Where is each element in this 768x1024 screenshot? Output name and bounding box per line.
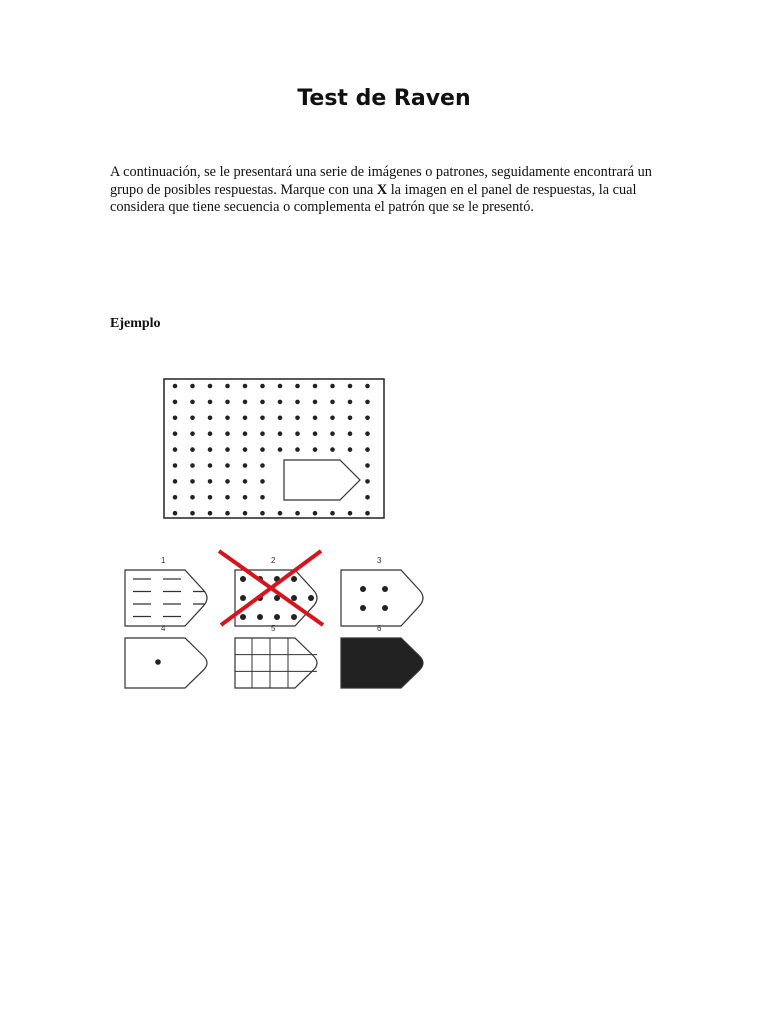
matrix-dot [190,479,195,484]
answer-option-4[interactable] [125,624,207,688]
matrix-dot [243,511,248,516]
matrix-dot [243,479,248,484]
matrix-dot [173,479,178,484]
matrix-dot [348,447,353,452]
matrix-dot [365,511,370,516]
option-number: 6 [377,624,382,633]
matrix-dot [260,511,265,516]
pattern-matrix [164,379,384,518]
matrix-dot [295,400,300,405]
matrix-dot [190,384,195,389]
matrix-dot [313,431,318,436]
matrix-dot [260,447,265,452]
matrix-dot [225,479,230,484]
matrix-dot [260,416,265,421]
matrix-dot [278,431,283,436]
matrix-dot [365,463,370,468]
matrix-dot [295,431,300,436]
matrix-dot [365,495,370,500]
matrix-dot [313,400,318,405]
matrix-dot [243,495,248,500]
matrix-dot [243,431,248,436]
example-heading: Ejemplo [110,316,161,331]
matrix-dot [278,511,283,516]
option-number: 1 [161,556,166,565]
matrix-dot [313,511,318,516]
matrix-dot [330,384,335,389]
matrix-dot [225,511,230,516]
matrix-dot [260,479,265,484]
matrix-dot [330,431,335,436]
matrix-dot [365,431,370,436]
matrix-dot [190,431,195,436]
option-shape [125,638,207,688]
matrix-dot [348,400,353,405]
matrix-dot [278,400,283,405]
matrix-dot [225,431,230,436]
matrix-dot [365,400,370,405]
matrix-dot [190,511,195,516]
matrix-dot [295,416,300,421]
matrix-dot [173,384,178,389]
matrix-dot [278,447,283,452]
matrix-dot [243,384,248,389]
matrix-dot [173,495,178,500]
matrix-dot [225,447,230,452]
matrix-dot [243,447,248,452]
answer-option-1[interactable] [125,556,207,626]
matrix-dot [260,431,265,436]
answer-option-3[interactable] [341,556,423,626]
matrix-dot [260,400,265,405]
instructions-bold-x: X [376,181,388,198]
matrix-dot [348,511,353,516]
matrix-dot [330,447,335,452]
option-shape [341,638,423,688]
matrix-dot [190,463,195,468]
matrix-dot [260,463,265,468]
matrix-dot [365,416,370,421]
matrix-dot [173,416,178,421]
matrix-dot [243,400,248,405]
matrix-dot [260,384,265,389]
matrix-dot [173,511,178,516]
matrix-dot [348,384,353,389]
matrix-dot [173,431,178,436]
matrix-dot [225,384,230,389]
matrix-dot [365,479,370,484]
instructions-text: A continuación, se le presentará una serie de imágenes o patrones, seguidamente encontrará un grupo de posibles respuestas. Marque con una [110,164,652,198]
matrix-dot [278,384,283,389]
page-title: Test de Raven [297,86,471,111]
matrix-dot [208,463,213,468]
matrix-dot [348,416,353,421]
matrix-dot [243,416,248,421]
matrix-dot [330,416,335,421]
matrix-dot [190,495,195,500]
matrix-dot [208,495,213,500]
matrix-dot [260,495,265,500]
matrix-dot [225,416,230,421]
matrix-dot [208,400,213,405]
matrix-dot [190,400,195,405]
matrix-dot [278,416,283,421]
matrix-dot [295,447,300,452]
matrix-dot [313,416,318,421]
option-shape [235,638,317,688]
instructions-text-2: la imagen en el panel de respuestas, la cual considera que tiene secuencia o complementa el patrón que se le presentó. [110,181,637,215]
matrix-dot [208,479,213,484]
option-number: 5 [271,624,276,633]
matrix-dot [295,384,300,389]
option-number: 4 [161,624,166,633]
matrix-dot [208,384,213,389]
matrix-dot [208,416,213,421]
matrix-dot [190,447,195,452]
matrix-dot [330,400,335,405]
matrix-dot [190,416,195,421]
option-shape [341,570,423,626]
matrix-dot [173,463,178,468]
matrix-dot [365,384,370,389]
matrix-dot [330,511,335,516]
matrix-dot [225,495,230,500]
matrix-dot [225,463,230,468]
matrix-dot [225,400,230,405]
matrix-dot [173,447,178,452]
matrix-dot [208,511,213,516]
answer-option-6[interactable] [341,624,423,688]
matrix-dot [243,463,248,468]
answer-option-5[interactable] [235,624,317,688]
matrix-dot [313,384,318,389]
matrix-dot [295,511,300,516]
matrix-dot [208,447,213,452]
matrix-dot [365,447,370,452]
option-number: 2 [271,556,276,565]
option-number: 3 [377,556,382,565]
matrix-dot [208,431,213,436]
matrix-dot [173,400,178,405]
matrix-dot [313,447,318,452]
matrix-dot [348,431,353,436]
